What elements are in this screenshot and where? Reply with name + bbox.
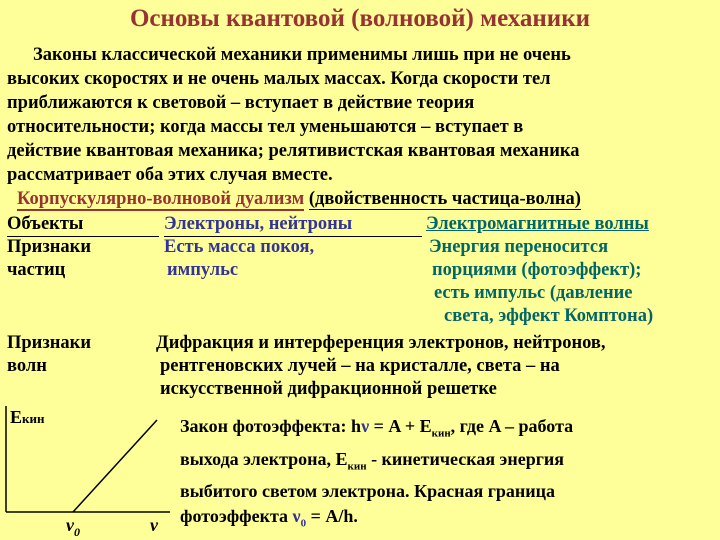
nu0-label: $\nu_0$ [66, 515, 80, 539]
y-axis-label: Eкин [10, 407, 45, 427]
wave-signs-label: Признаки волн [7, 333, 91, 376]
dualism-term: Корпускулярно-волновой дуализм [17, 189, 305, 209]
intro-paragraph [7, 43, 715, 187]
nu-label: ν [150, 515, 158, 535]
dualism-explanation: (двойственность частица-волна) [308, 189, 581, 209]
dualism-heading [17, 188, 581, 211]
particle-signs-waves: Энергия переносится порциями (фотоэффект); есть импульс (давление света, эффект Комптона) [429, 237, 654, 326]
intro-line: действие квантовая механика; релятивистская квантовая механика [7, 141, 580, 161]
intro-line: рассматривает оба этих случая вместе. [7, 165, 333, 185]
law-line: выхода электрона, $E_{кин}$ - кинетическая энергия [180, 448, 564, 473]
objects-header: Объекты [7, 213, 159, 237]
intro-line: относительности; когда массы тел уменьшаются – вступает в [7, 117, 524, 137]
photoeffect-graph [0, 400, 175, 540]
intro-line: высоких скоростях и не очень малых массах. Когда скорости тел [7, 69, 551, 89]
waves-header: Электромагнитные волны [426, 214, 649, 234]
law-line: Закон фотоэффекта: $h\nu = A + E_{кин}$, где A – работа [180, 416, 574, 440]
particle-signs-label: Признаки частиц [7, 237, 91, 280]
intro-line: Законы классической механики применимы лишь при не очень [33, 45, 571, 65]
law-line: фотоэффекта $\nu_0 = A/h$. [180, 506, 358, 530]
photoeffect-law [180, 414, 573, 537]
particles-header: Электроны, нейтроны [164, 213, 422, 237]
law-line: выбитого светом электрона. Красная граница [180, 481, 556, 502]
wave-signs-text: Дифракция и интерференция электронов, нейтронов, рентгеновских лучей – на кристалле, света – на искусственной дифракционной решетке [156, 333, 606, 399]
page-title: Основы квантовой (волновой) механики [129, 5, 591, 32]
energy-line [73, 420, 157, 512]
particle-signs-particles: Есть масса покоя, импульс [164, 237, 315, 280]
intro-line: приближаются к световой – вступает в действие теория [7, 93, 475, 113]
